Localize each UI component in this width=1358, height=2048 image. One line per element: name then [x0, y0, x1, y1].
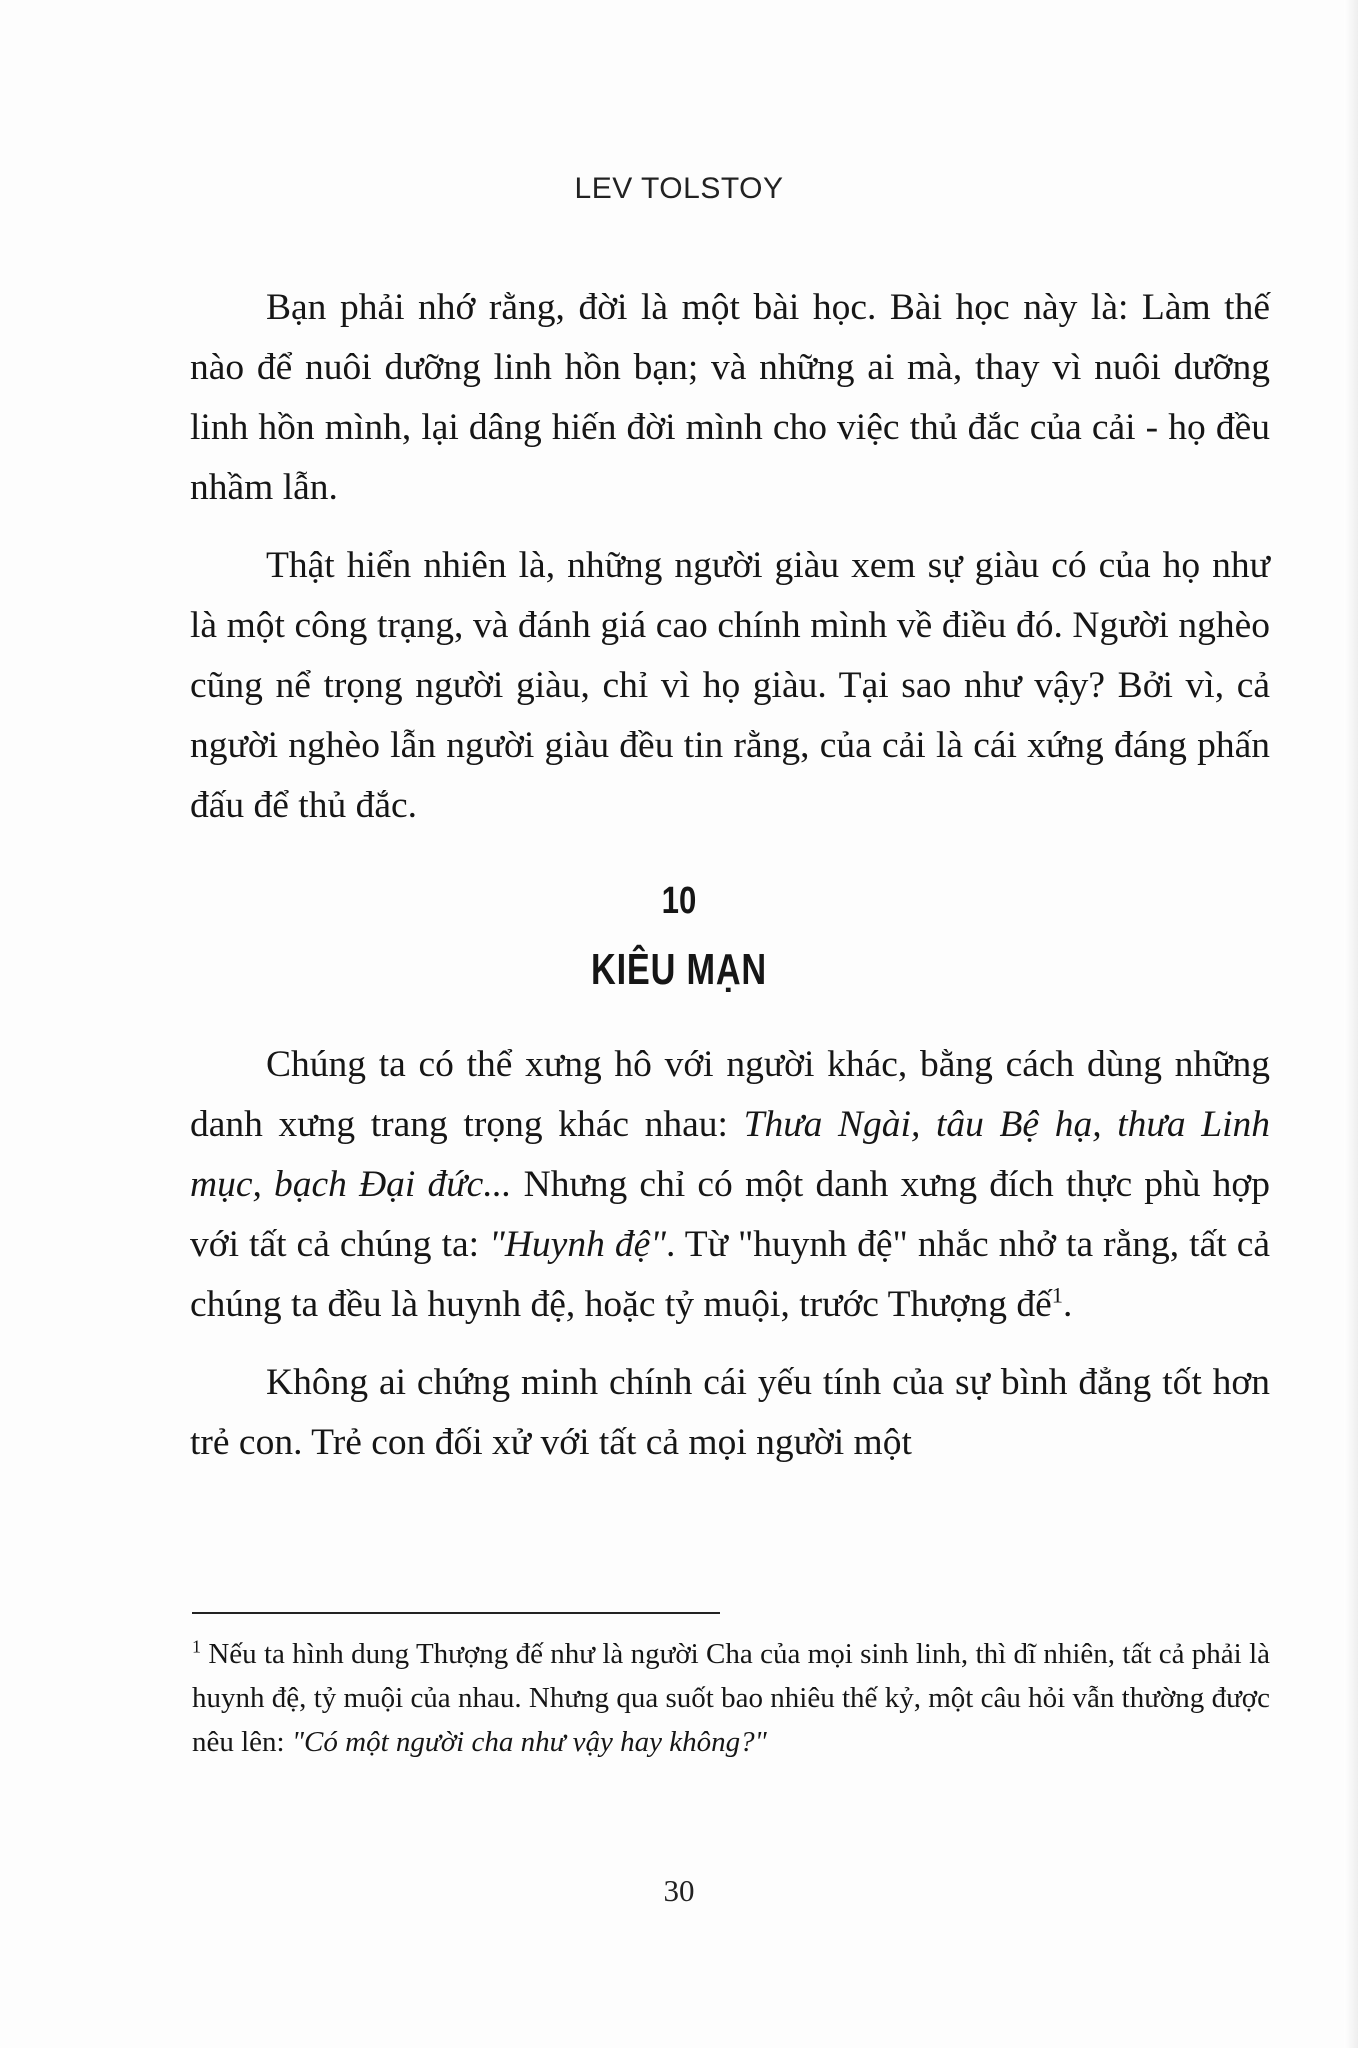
page-number: 30: [663, 1873, 695, 1908]
paragraph-3-text-b: Nhưng chỉ có một danh xưng đích thực phù hợp với tất cả chúng ta:: [190, 1164, 1271, 1265]
footnote-text: Nếu ta hình dung Thượng đế như là người Cha của mọi sinh linh, thì dĩ nhiên, tất cả phải là huynh đệ, tỷ muội của nhau. Nhưng qua suốt bao nhiêu thế kỷ, một câu hỏi vẫn thường được nêu lên:: [192, 1638, 1270, 1758]
chapter-number: 10: [661, 880, 697, 922]
top-text-block: [190, 278, 1270, 836]
paragraph-3-text-d: .: [1062, 1284, 1073, 1325]
paragraph-1: Bạn phải nhớ rằng, đời là một bài học. Bài học này là: Làm thế nào để nuôi dưỡng linh hồn bạn; và những ai mà, thay vì nuôi dưỡng linh hồn mình, lại dâng hiến đời mình cho việc thủ đắc của cải - họ đều nhầm lẫn.: [190, 287, 1270, 508]
paragraph-3-text-a: Chúng ta có thể xưng hô với người khác, bằng cách dùng những danh xưng trang trọng khác nhau:: [190, 1044, 1270, 1145]
paragraph-2: Thật hiển nhiên là, những người giàu xem sự giàu có của họ như là một công trạng, và đánh giá cao chính mình về điều đó. Người nghèo cũng nể trọng người giàu, chỉ vì họ giàu. Tại sao như vậy? Bởi vì, cả người nghèo lẫn người giàu đều tin rằng, của cải là cái xứng đáng phấn đấu để thủ đắc.: [190, 545, 1270, 826]
paragraph-4: Không ai chứng minh chính cái yếu tính của sự bình đẳng tốt hơn trẻ con. Trẻ con đối xử với tất cả mọi người một: [190, 1362, 1270, 1463]
footnote-marker: 1: [192, 1636, 201, 1657]
footnote-reference: 1: [1051, 1282, 1063, 1308]
running-head: LEV TOLSTOY: [574, 172, 784, 205]
footnote-divider: [192, 1612, 720, 1614]
footnote-italic-question: "Có một người cha như vậy hay không?": [291, 1726, 767, 1758]
footnote: [192, 1632, 1270, 1764]
chapter-title: KIÊU MẠN: [591, 945, 767, 994]
paragraph-3-italic-huynh-de: "Huynh đệ": [489, 1224, 666, 1265]
paragraph-3: [190, 1035, 1270, 1335]
chapter-text-block: [190, 1035, 1270, 1473]
page-edge-shadow: [1344, 0, 1358, 2048]
paragraph-3-text-c: . Từ "huynh đệ" nhắc nhở ta rằng, tất cả chúng ta đều là huynh đệ, hoặc tỷ muội, trước Thượng đế: [190, 1224, 1270, 1325]
paragraph-3-italic-titles: Thưa Ngài, tâu Bệ hạ, thưa Linh mục, bạch Đại đức...: [190, 1104, 1271, 1205]
